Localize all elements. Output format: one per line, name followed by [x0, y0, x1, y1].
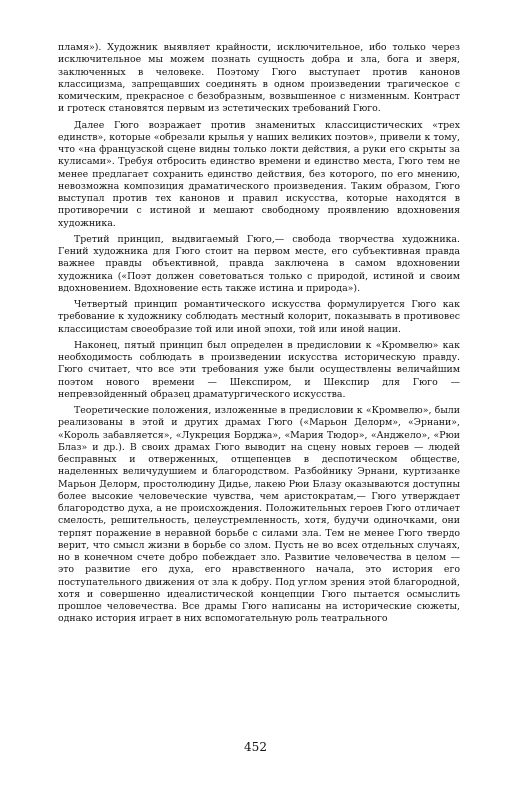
paragraph-1: пламя»). Художник выявляет крайности, исключительное, ибо только через исключительное мы можем познать сущность добра и зла, бога и зверя, заключенных в человеке. Поэтому Гюго выступает против канонов классицизма, запрещавших соединять в одном произведении трагическое с комическим, прекрасное с безобразным, возвышенное с низменным. Контраст и гротеск становятся первым из эстетических требований Гюго. — [58, 42, 460, 115]
paragraph-4: Четвертый принцип романтического искусства формулируется Гюго как требование к художнику соблюдать местный колорит, показывать в противовес классицистам своеобразие той или иной эпохи, той или иной нации. — [58, 299, 460, 335]
paragraph-6: Теоретические положения, изложенные в предисловии к «Кромвелю», были реализованы в этой и других драмах Гюго («Марьон Делорм», «Эрнани», «Король забавляется», «Лукреция Борджа», «Мария Тюдор», «Анджело», «Рюи Блаз» и др.). В своих драмах Гюго выводит на сцену новых героев — людей бесправных и отверженных, отщепенцев в деспотическом обществе, наделенных величудушием и благородством. Разбойнику Эрнани, куртизанке Марьон Делорм, простолюдину Дидье, лакею Рюи Блазу оказываются доступны более высокие человеческие чувства, чем аристократам,— Гюго утверждает благородство духа, а не происхождения. Положительных героев Гюго отличает смелость, решительность, целеустремленность, хотя, будучи одиночками, они терпят поражение в неравной борьбе с силами зла. Тем не менее Гюго твердо верит, что смысл жизни в борьбе со злом. Пусть не во всех отдельных случаях, но в конечном счете добро побеждает зло. Развитие человечества в целом — это развитие его духа, его нравственного начала, это история его поступательного движения от зла к добру. Под углом зрения этой благородной, хотя и совершенно идеалистической концепции Гюго пытается осмыслить прошлое человечества. Все драмы Гюго написаны на исторические сюжеты, однако история играет в них вспомогательную роль театрального — [58, 405, 460, 625]
page-text-block — [58, 42, 460, 626]
paragraph-3: Третий принцип, выдвигаемый Гюго,— свобода творчества художника. Гений художника для Гюго стоит на первом месте, его субъективная правда важнее правды объективной, правда заключена в самом вдохновении художника («Поэт должен советоваться только с природой, истиной и своим вдохновением. Вдохновение есть также истина и природа»). — [58, 233, 460, 294]
page-number: 452 — [244, 740, 267, 754]
paragraph-5: Наконец, пятый принцип был определен в предисловии к «Кромвелю» как необходимость соблюдать в произведении искусства историческую правду. Гюго считает, что все эти требования уже были осуществлены величайшим поэтом нового времени — Шекспиром, и Шекспир для Гюго — непревзойденный образец драматургического искусства. — [58, 339, 460, 400]
paragraph-2: Далее Гюго возражает против знаменитых классицистических «трех единств», которые «обрезали крылья у наших великих поэтов», привели к тому, что «на французской сцене видны только локти действия, а руки его скрыты за кулисами». Требуя отбросить единство времени и единство места, Гюго тем не менее предлагает сохранить единство действия, без которого, по его мнению, невозможна композиция драматического произведения. Таким образом, Гюго выступал против тех канонов и правил искусства, которые находятся в противоречии с истиной и мешают свободному проявлению вдохновения художника. — [58, 119, 460, 229]
